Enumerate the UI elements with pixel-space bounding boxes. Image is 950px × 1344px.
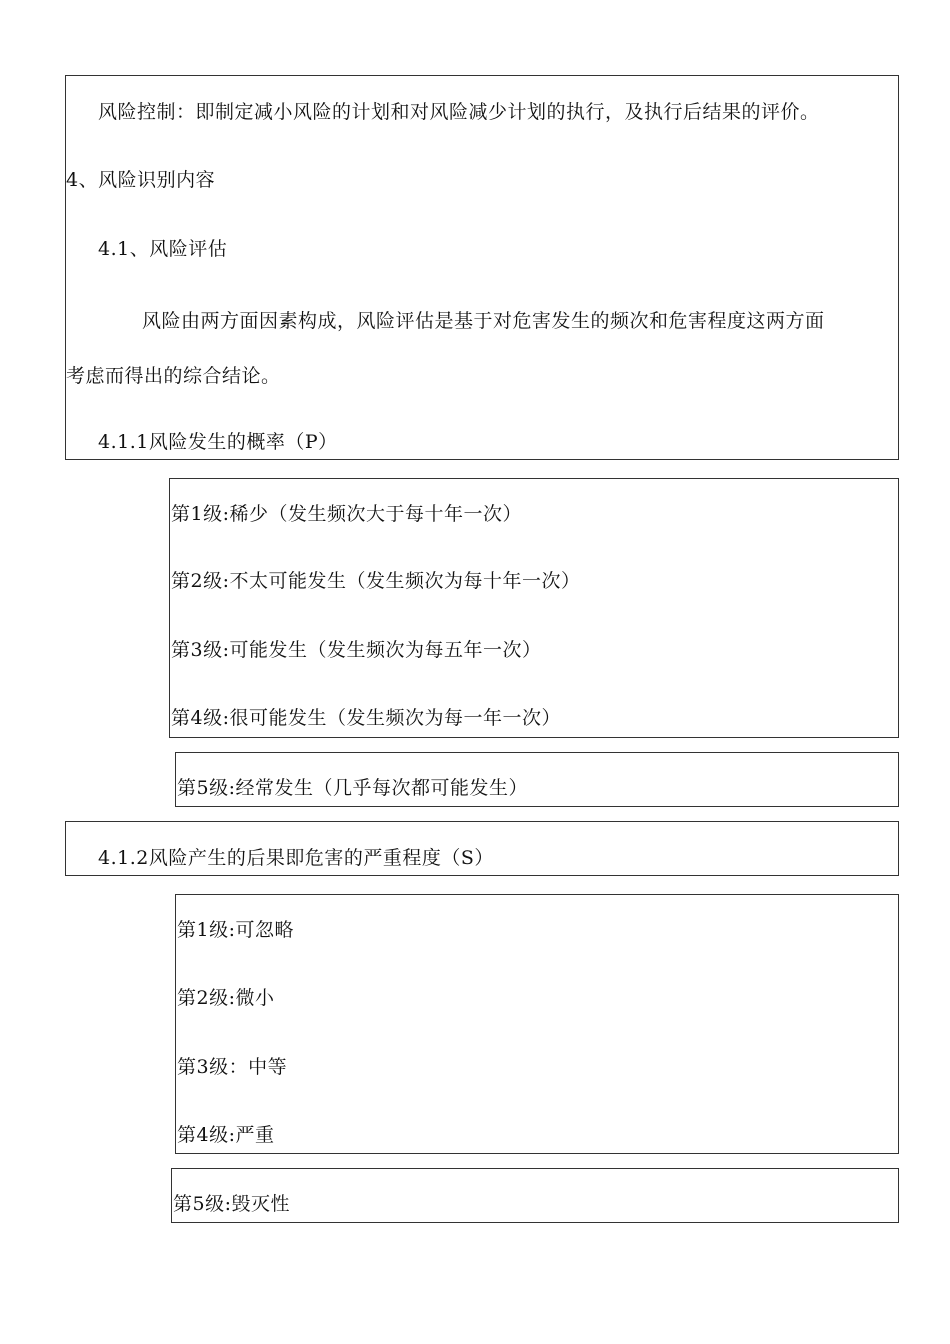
probability-level-5: 第5级:经常发生（几乎每次都可能发生） (177, 777, 528, 799)
probability-level-4: 第4级:很可能发生（发生频次为每一年一次） (171, 707, 561, 729)
assessment-paragraph-line1: 风险由两方面因素构成，风险评估是基于对危害发生的频次和危害程度这两方面 (142, 310, 825, 332)
probability-level-2: 第2级:不太可能发生（发生频次为每十年一次） (171, 570, 581, 592)
probability-level-1: 第1级:稀少（发生频次大于每十年一次） (171, 503, 522, 525)
assessment-paragraph-line2: 考虑而得出的综合结论。 (66, 365, 281, 387)
intro-section-box (65, 75, 899, 460)
severity-level-1: 第1级:可忽略 (177, 919, 294, 941)
heading-risk-assessment: 4.1、风险评估 (98, 238, 228, 260)
heading-risk-identification: 4、风险识别内容 (66, 169, 216, 191)
severity-level-4: 第4级:严重 (177, 1124, 275, 1146)
severity-level-5: 第5级:毁灭性 (173, 1193, 290, 1215)
severity-level-3: 第3级：中等 (177, 1056, 288, 1078)
probability-level-3: 第3级:可能发生（发生频次为每五年一次） (171, 639, 542, 661)
heading-severity: 4.1.2风险产生的后果即危害的严重程度（S） (98, 847, 494, 869)
heading-probability: 4.1.1风险发生的概率（P） (98, 431, 338, 453)
risk-control-definition: 风险控制：即制定减小风险的计划和对风险减少计划的执行，及执行后结果的评价。 (98, 101, 820, 123)
severity-level-2: 第2级:微小 (177, 987, 275, 1009)
